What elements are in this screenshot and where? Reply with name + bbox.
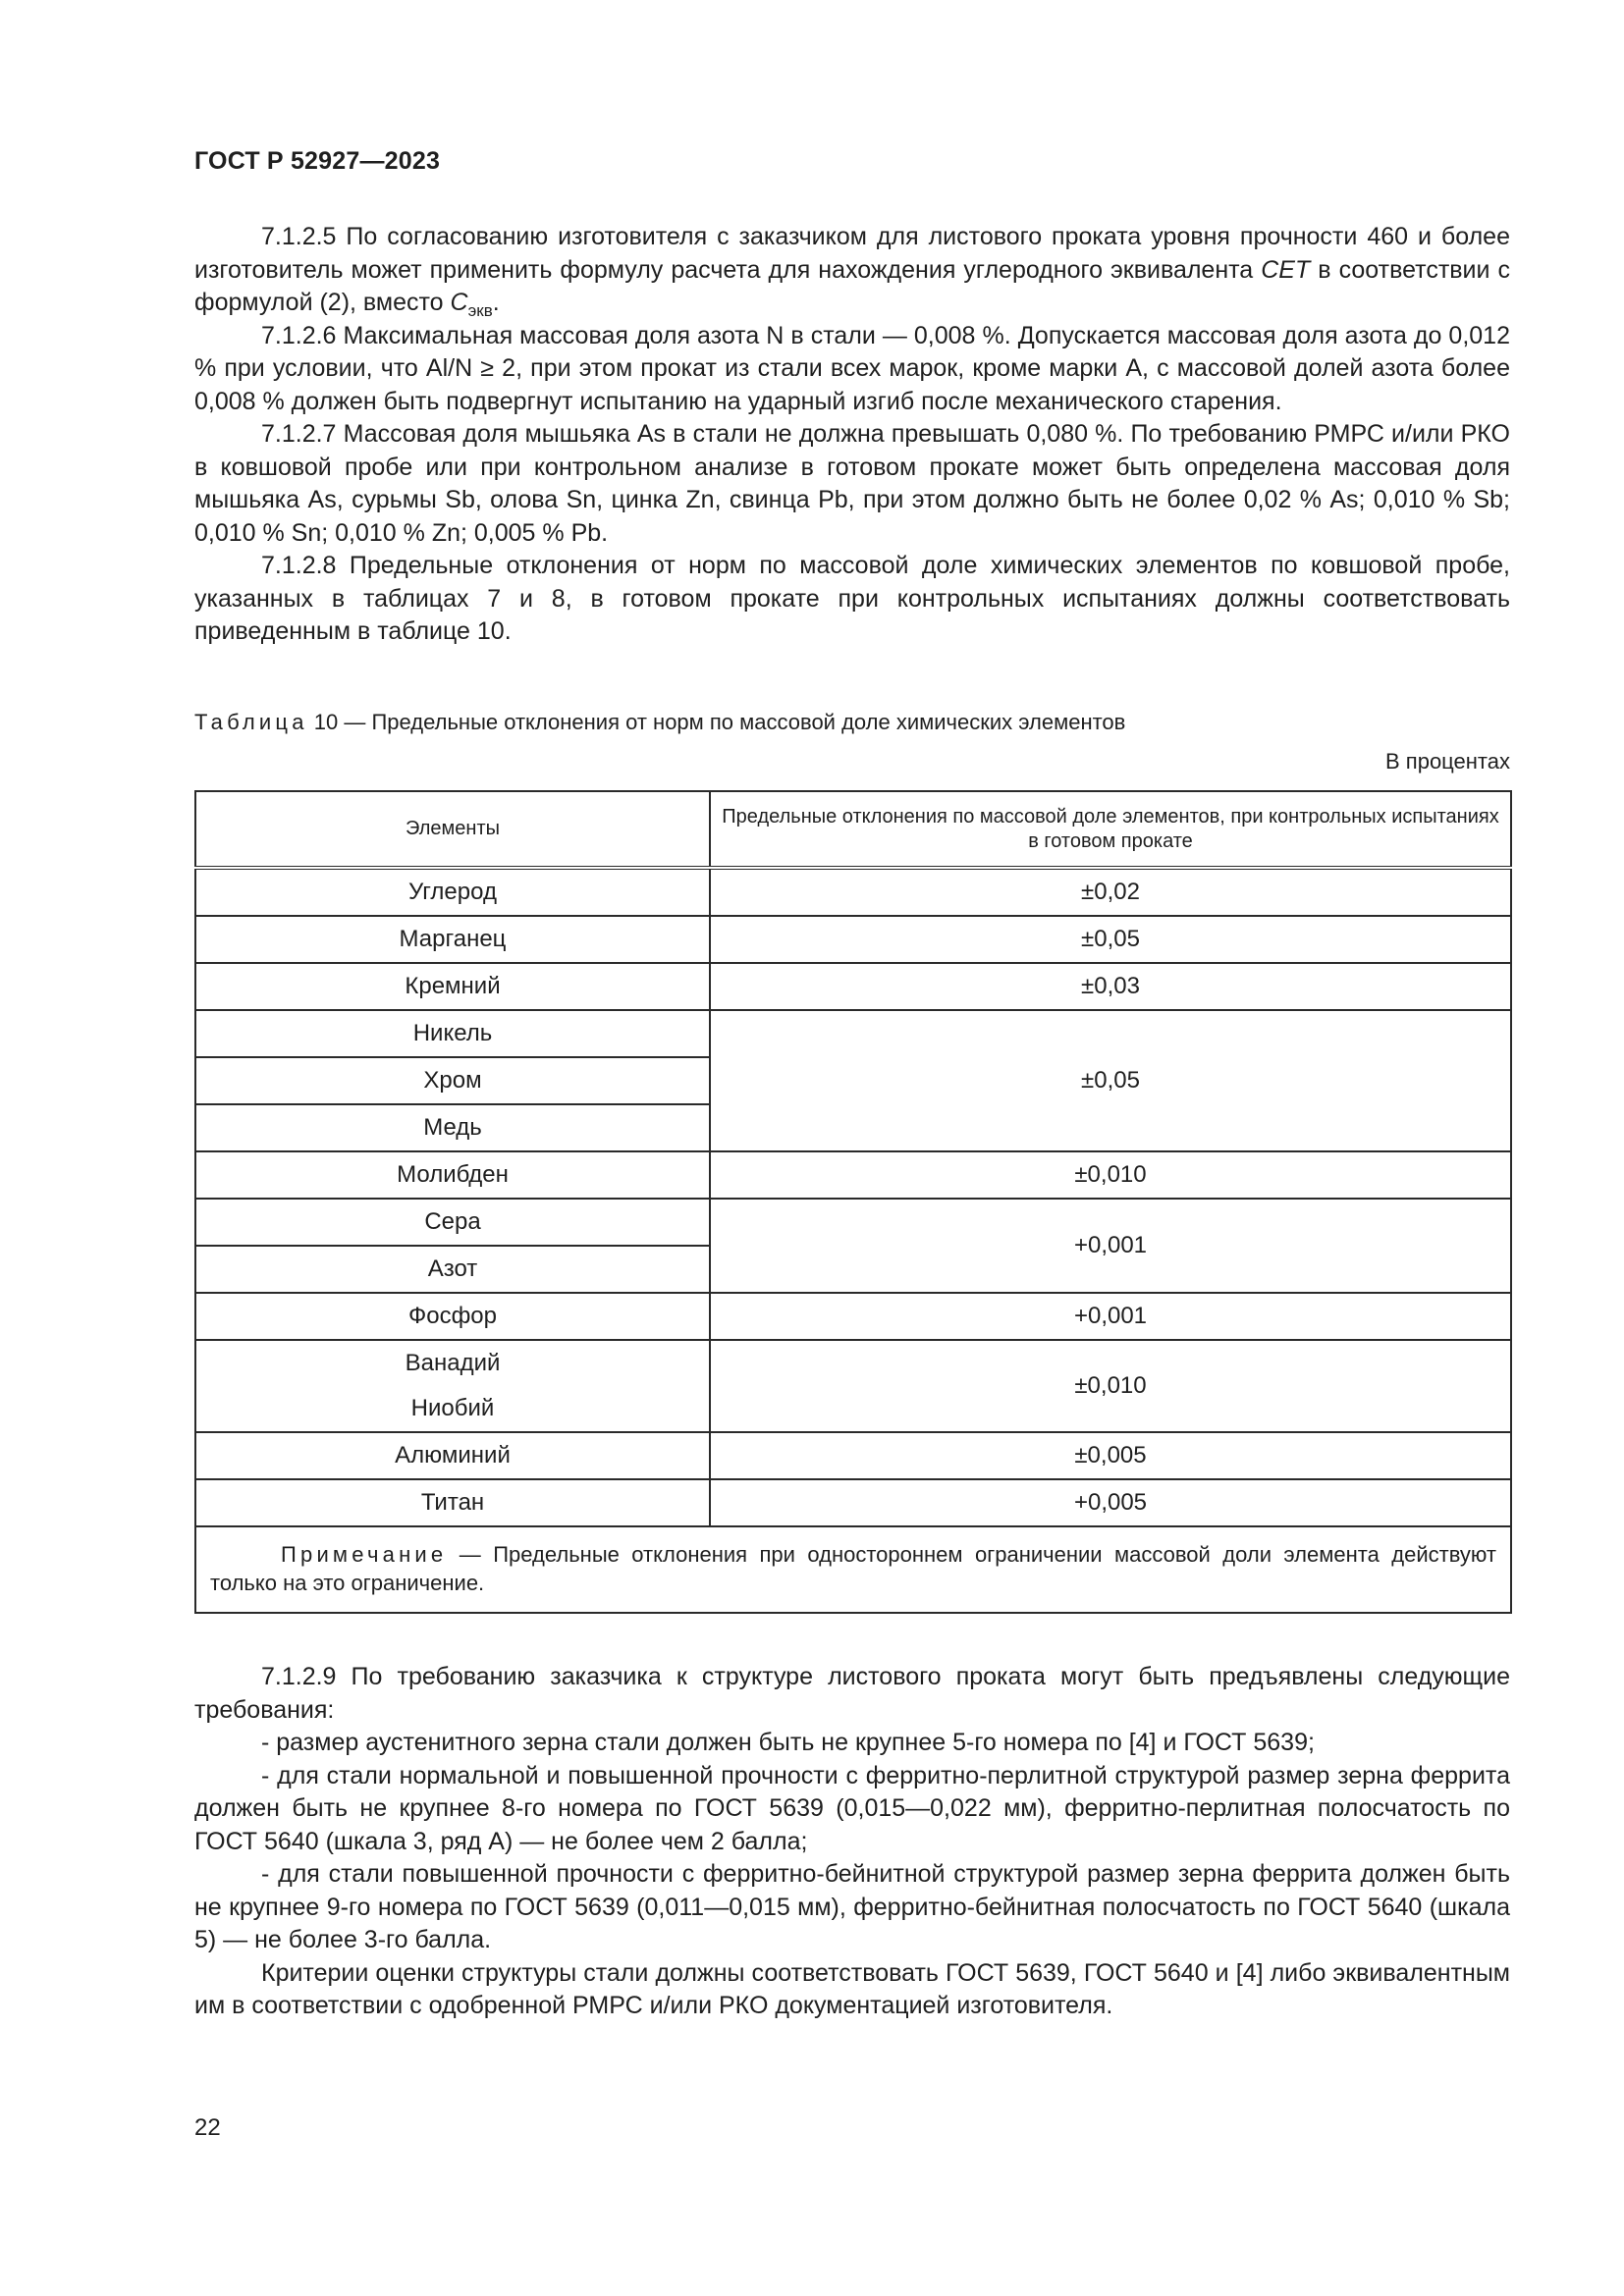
table-row bbox=[195, 1010, 1511, 1057]
cell-element: Молибден bbox=[195, 1151, 710, 1199]
cell-deviation-merged: ±0,010 bbox=[710, 1340, 1511, 1432]
p1-c-symbol: C bbox=[450, 289, 468, 316]
table-caption-word: Таблица bbox=[194, 710, 308, 734]
note-label: Примечание bbox=[281, 1542, 448, 1567]
cell-deviation: ±0,005 bbox=[710, 1432, 1511, 1479]
dash-item-2: - для стали нормальной и повышенной прочности с ферритно-перлитной структурой размер зерна феррита должен быть не крупнее 8-го номера по ГОСТ 5639 (0,015—0,022 мм), ферритно-перлитная полосчатость по ГОСТ 5640 (шкала 3, ряд А) — не более чем 2 балла; bbox=[194, 1761, 1510, 1855]
header-deviations: Предельные отклонения по массовой доле элементов, при контрольных испытаниях в готовом прокате bbox=[710, 791, 1511, 868]
table-note-row bbox=[195, 1526, 1511, 1613]
table-note bbox=[195, 1526, 1511, 1613]
bottom-text-block bbox=[194, 1661, 1510, 2023]
cell-deviation: ±0,05 bbox=[710, 916, 1511, 963]
page-number: 22 bbox=[194, 2114, 221, 2141]
cell-element: Углерод bbox=[195, 868, 710, 916]
table-row bbox=[195, 868, 1511, 916]
cell-element: Алюминий bbox=[195, 1432, 710, 1479]
paragraph-7-1-2-5 bbox=[194, 221, 1510, 320]
cell-deviation-merged: +0,001 bbox=[710, 1199, 1511, 1293]
p1-end: . bbox=[492, 289, 500, 316]
p1-text-a: 7.1.2.5 По согласованию изготовителя с заказчиком для листового проката уровня прочности 460 и более изготовитель может применить формулу расчета для нахождения углеродного эквивалента bbox=[194, 223, 1510, 284]
cell-element: Кремний bbox=[195, 963, 710, 1010]
top-text-block bbox=[194, 221, 1510, 649]
cell-deviation-merged: ±0,05 bbox=[710, 1010, 1511, 1151]
cell-element: Никель bbox=[195, 1010, 710, 1057]
cell-element: Азот bbox=[195, 1246, 710, 1293]
note-text: — Предельные отклонения при одностороннем ограничении массовой доли элемента действуют только на это ограничение. bbox=[210, 1542, 1496, 1595]
cell-deviation: ±0,010 bbox=[710, 1151, 1511, 1199]
table-header-row bbox=[195, 791, 1511, 868]
cell-element: Хром bbox=[195, 1057, 710, 1104]
cell-element: Титан bbox=[195, 1479, 710, 1526]
cell-element: Сера bbox=[195, 1199, 710, 1246]
cell-element: Ванадий bbox=[195, 1340, 710, 1386]
p1-text-b: в соответствии с формулой (2), вместо bbox=[194, 255, 1511, 316]
cell-element: Фосфор bbox=[195, 1293, 710, 1340]
cell-element: Ниобий bbox=[195, 1386, 710, 1432]
dash-item-1: - размер аустенитного зерна стали должен быть не крупнее 5-го номера по [4] и ГОСТ 5639; bbox=[261, 1729, 1315, 1756]
table-row bbox=[195, 1199, 1511, 1246]
deviation-table bbox=[194, 790, 1512, 1614]
table-caption bbox=[194, 709, 1125, 736]
cell-deviation: ±0,02 bbox=[710, 868, 1511, 916]
table-row bbox=[195, 1340, 1511, 1386]
table-row bbox=[195, 916, 1511, 963]
paragraph-7-1-2-9: 7.1.2.9 По требованию заказчика к структуре листового проката могут быть предъявлены следующие требования: bbox=[194, 1663, 1510, 1724]
p1-cet: CET bbox=[1261, 255, 1311, 284]
cell-deviation: +0,001 bbox=[710, 1293, 1511, 1340]
header-elements: Элементы bbox=[195, 791, 710, 868]
cell-deviation: ±0,03 bbox=[710, 963, 1511, 1010]
table-row bbox=[195, 1432, 1511, 1479]
cell-element: Медь bbox=[195, 1104, 710, 1151]
cell-deviation: +0,005 bbox=[710, 1479, 1511, 1526]
table-row bbox=[195, 963, 1511, 1010]
table-row bbox=[195, 1293, 1511, 1340]
cell-element: Марганец bbox=[195, 916, 710, 963]
table-row bbox=[195, 1151, 1511, 1199]
document-code: ГОСТ Р 52927—2023 bbox=[194, 147, 441, 175]
paragraph-7-1-2-8: 7.1.2.8 Предельные отклонения от норм по массовой доле химических элементов по ковшовой пробе, указанных в таблицах 7 и 8, в готовом прокате при контрольных испытаниях должны соответствовать приведенным в таблице 10. bbox=[194, 552, 1510, 645]
table-row bbox=[195, 1479, 1511, 1526]
dash-item-3: - для стали повышенной прочности с ферритно-бейнитной структурой размер зерна феррита должен быть не крупнее 9-го номера по ГОСТ 5639 (0,011—0,015 мм), ферритно-бейнитная полосчатость по ГОСТ 5640 (шкала 5) — не более 3-го балла. bbox=[194, 1860, 1510, 1953]
table-unit: В процентах bbox=[1385, 749, 1510, 774]
paragraph-criteria: Критерии оценки структуры стали должны соответствовать ГОСТ 5639, ГОСТ 5640 и [4] либо эквивалентным им в соответствии с одобренной РМРС и/или РКО документацией изготовителя. bbox=[194, 1958, 1510, 2019]
table-caption-title: 10 — Предельные отклонения от норм по массовой доле химических элементов bbox=[307, 710, 1126, 734]
paragraph-7-1-2-6: 7.1.2.6 Максимальная массовая доля азота N в стали — 0,008 %. Допускается массовая доля азота до 0,012 % при условии, что Al/N ≥ 2, при этом прокат из стали всех марок, кроме марки А, с массовой долей азота более 0,008 % должен быть подвергнут испытанию на ударный изгиб после механического старения. bbox=[194, 321, 1510, 415]
p1-c-subscript: экв bbox=[467, 301, 493, 320]
paragraph-7-1-2-7: 7.1.2.7 Массовая доля мышьяка As в стали не должна превышать 0,080 %. По требованию РМРС и/или РКО в ковшовой пробе или при контрольном анализе в готовом прокате может быть определена массовая доля мышьяка As, сурьмы Sb, олова Sn, цинка Zn, свинца Pb, при этом должно быть не более 0,02 % As; 0,010 % Sb; 0,010 % Sn; 0,010 % Zn; 0,005 % Pb. bbox=[194, 420, 1510, 547]
